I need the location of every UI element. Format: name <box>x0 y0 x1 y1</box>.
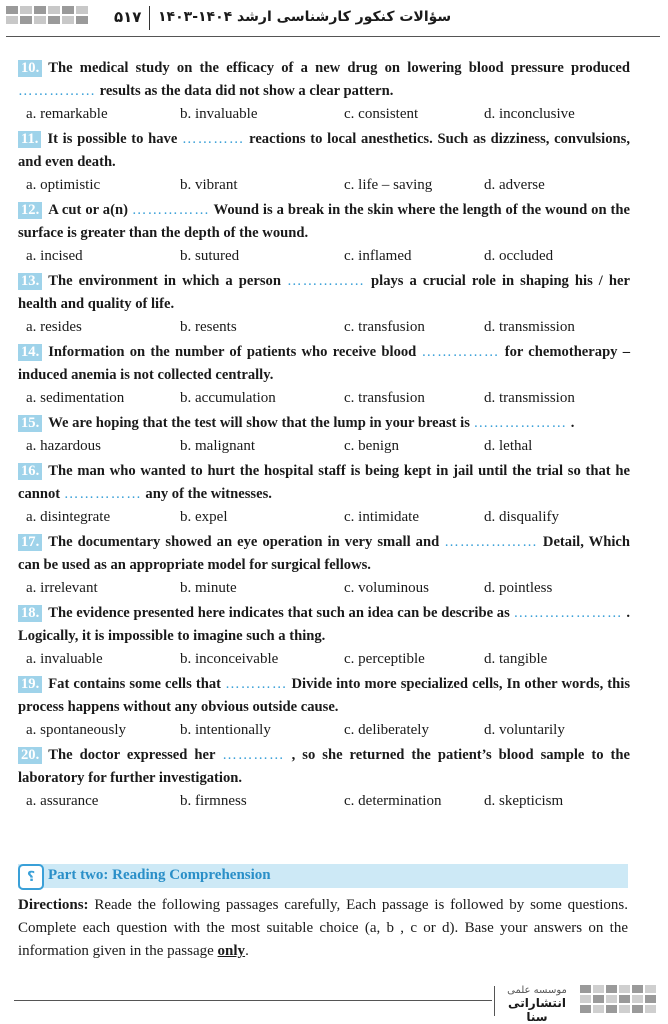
question-text-before: The environment in which a person <box>48 273 287 289</box>
question-text-before: The doctor expressed her <box>48 747 223 763</box>
question-stem <box>18 412 630 435</box>
option-c: c. transfusion <box>344 390 425 406</box>
option-b: b. vibrant <box>180 177 238 193</box>
answer-blank: ………… <box>182 131 245 147</box>
option-a: a. assurance <box>26 793 99 809</box>
question-text-before: A cut or a(n) <box>48 202 132 218</box>
answer-blank: ………… <box>222 747 285 763</box>
option-d: d. adverse <box>484 177 545 193</box>
question-item <box>18 341 630 409</box>
options-row <box>18 506 630 528</box>
question-number: 15. <box>18 415 42 432</box>
directions-emphasis: only <box>217 943 246 959</box>
publisher-logo <box>500 985 574 1024</box>
option-b: b. invaluable <box>180 106 258 122</box>
option-c: c. inflamed <box>344 248 412 264</box>
question-number: 13. <box>18 273 42 290</box>
option-c: c. deliberately <box>344 722 429 738</box>
option-c: c. consistent <box>344 106 419 122</box>
question-list <box>18 57 630 815</box>
question-item <box>18 602 630 670</box>
header-divider <box>149 6 150 30</box>
question-number: 10. <box>18 60 42 77</box>
question-stem <box>18 270 630 316</box>
option-b: b. firmness <box>180 793 247 809</box>
question-number: 17. <box>18 534 42 551</box>
question-number: 20. <box>18 747 42 764</box>
option-d: d. tangible <box>484 651 548 667</box>
question-item <box>18 57 630 125</box>
option-b: b. minute <box>180 580 237 596</box>
option-b: b. malignant <box>180 438 255 454</box>
option-d: d. transmission <box>484 319 575 335</box>
option-d: d. inconclusive <box>484 106 575 122</box>
question-stem <box>18 744 630 790</box>
question-item <box>18 199 630 267</box>
option-d: d. voluntarily <box>484 722 565 738</box>
publisher-subtitle: موسسه علمی <box>507 985 567 996</box>
options-row <box>18 316 630 338</box>
question-number: 12. <box>18 202 42 219</box>
option-a: a. incised <box>26 248 83 264</box>
option-a: a. invaluable <box>26 651 103 667</box>
option-b: b. accumulation <box>180 390 276 406</box>
options-row <box>18 245 630 267</box>
option-d: d. lethal <box>484 438 533 454</box>
answer-blank: …………… <box>421 344 500 360</box>
options-row <box>18 387 630 409</box>
question-stem <box>18 673 630 719</box>
answer-blank: …………… <box>63 486 142 502</box>
question-number: 19. <box>18 676 42 693</box>
option-d: d. occluded <box>484 248 554 264</box>
page-number: ۵۱۷ <box>114 8 142 26</box>
option-a: a. disintegrate <box>26 509 111 525</box>
directions-paragraph <box>18 894 628 963</box>
option-c: c. determination <box>344 793 442 809</box>
option-a: a. optimistic <box>26 177 101 193</box>
options-row <box>18 103 630 125</box>
publisher-name: انتشاراتی سنا <box>508 996 566 1024</box>
question-item <box>18 270 630 338</box>
question-text-after: plays a crucial role in shaping his / her health and quality of life. <box>18 273 630 312</box>
question-item <box>18 673 630 741</box>
options-row <box>18 719 630 741</box>
question-text-before: We are hoping that the test will show that the lump in your breast is <box>48 415 474 431</box>
question-number: 14. <box>18 344 42 361</box>
option-d: d. skepticism <box>484 793 564 809</box>
question-text-after: Divide into more specialized cells, In other words, this process happens without any obvious outside cause. <box>18 676 630 715</box>
question-text-after: any of the witnesses. <box>141 486 272 502</box>
option-d: d. pointless <box>484 580 553 596</box>
answer-blank: ………… <box>225 676 288 692</box>
question-text-before: The documentary showed an eye operation in very small and <box>48 534 445 550</box>
option-a: a. spontaneously <box>26 722 126 738</box>
question-stem <box>18 602 630 648</box>
question-number: 16. <box>18 463 42 480</box>
question-text-after: Detail, Which can be used as an appropriate model for surgical fellows. <box>18 534 630 573</box>
option-d: d. disqualify <box>484 509 559 525</box>
option-c: c. voluminous <box>344 580 429 596</box>
option-b: b. inconceivable <box>180 651 279 667</box>
page-header <box>0 6 668 30</box>
question-item <box>18 460 630 528</box>
option-d: d. transmission <box>484 390 575 406</box>
footer-rule <box>14 1000 492 1001</box>
option-c: c. life – saving <box>344 177 433 193</box>
question-text-after: results as the data did not show a clear pattern. <box>95 83 394 99</box>
section-title: Part two: Reading Comprehension <box>48 867 271 883</box>
header-decoration <box>6 6 88 24</box>
question-item <box>18 744 630 812</box>
answer-blank: …………… <box>287 273 365 289</box>
question-text-before: The medical study on the efficacy of a new drug on lowering blood pressure produced <box>48 60 630 76</box>
question-item <box>18 128 630 196</box>
option-c: c. perceptible <box>344 651 425 667</box>
options-row <box>18 790 630 812</box>
header-rule <box>6 36 660 37</box>
question-text-before: It is possible to have <box>47 131 183 147</box>
question-text-after: , so she returned the patient’s blood sample to the laboratory for further investigation. <box>18 747 630 786</box>
question-text-after: reactions to local anesthetics. Such as dizziness, convulsions, and even death. <box>18 131 630 170</box>
answer-blank: …………… <box>131 202 210 218</box>
section-bar <box>18 864 628 888</box>
answer-blank: …………… <box>18 83 96 99</box>
option-b: b. intentionally <box>180 722 271 738</box>
question-stem <box>18 57 630 103</box>
option-b: b. sutured <box>180 248 240 264</box>
question-text-before: Information on the number of patients who receive blood <box>48 344 422 360</box>
directions-text: Reade the following passages carefully, Each passage is followed by some questions. Complete each question with the most suitable choice (a, b , c or d). Base your answers on the information given in the passage <box>18 897 628 959</box>
footer-divider <box>494 986 495 1016</box>
directions-label: Directions: <box>18 897 89 913</box>
options-row <box>18 648 630 670</box>
directions-end: . <box>245 943 249 959</box>
question-text-after: for chemotherapy – induced anemia is not collected centrally. <box>18 344 631 383</box>
option-a: a. remarkable <box>26 106 108 122</box>
question-item <box>18 531 630 599</box>
answer-blank: ………………… <box>513 605 623 621</box>
question-stem <box>18 341 630 387</box>
options-row <box>18 174 630 196</box>
answer-blank: ……………… <box>473 415 568 431</box>
option-c: c. benign <box>344 438 399 454</box>
option-a: a. hazardous <box>26 438 101 454</box>
question-stem <box>18 128 630 174</box>
question-number: 11. <box>18 131 41 148</box>
page-title: سؤالات کنکور کارشناسی ارشد ۱۴۰۴-۱۴۰۳ <box>158 9 452 25</box>
question-text-after: . <box>567 415 575 431</box>
option-c: c. transfusion <box>344 319 425 335</box>
question-stem <box>18 531 630 577</box>
question-text-before: Fat contains some cells that <box>48 676 226 692</box>
question-mark-icon: ؟ <box>18 864 44 890</box>
option-a: a. resides <box>26 319 82 335</box>
question-stem <box>18 199 630 245</box>
question-text-after: Wound is a break in the skin where the length of the wound on the surface is greater than the depth of the wound. <box>18 202 630 241</box>
option-b: b. resents <box>180 319 237 335</box>
option-a: a. irrelevant <box>26 580 98 596</box>
answer-blank: ……………… <box>444 534 538 550</box>
question-text-before: The evidence presented here indicates that such an idea can be describe as <box>48 605 514 621</box>
footer-decoration <box>580 985 656 1013</box>
question-item <box>18 412 630 457</box>
question-text-after: . Logically, it is impossible to imagine such a thing. <box>18 605 630 644</box>
options-row <box>18 577 630 599</box>
options-row <box>18 435 630 457</box>
option-b: b. expel <box>180 509 228 525</box>
question-text-before: The man who wanted to hurt the hospital staff is being kept in jail until the trial so that he cannot <box>18 463 630 502</box>
option-a: a. sedimentation <box>26 390 125 406</box>
question-stem <box>18 460 630 506</box>
question-number: 18. <box>18 605 42 622</box>
option-c: c. intimidate <box>344 509 419 525</box>
